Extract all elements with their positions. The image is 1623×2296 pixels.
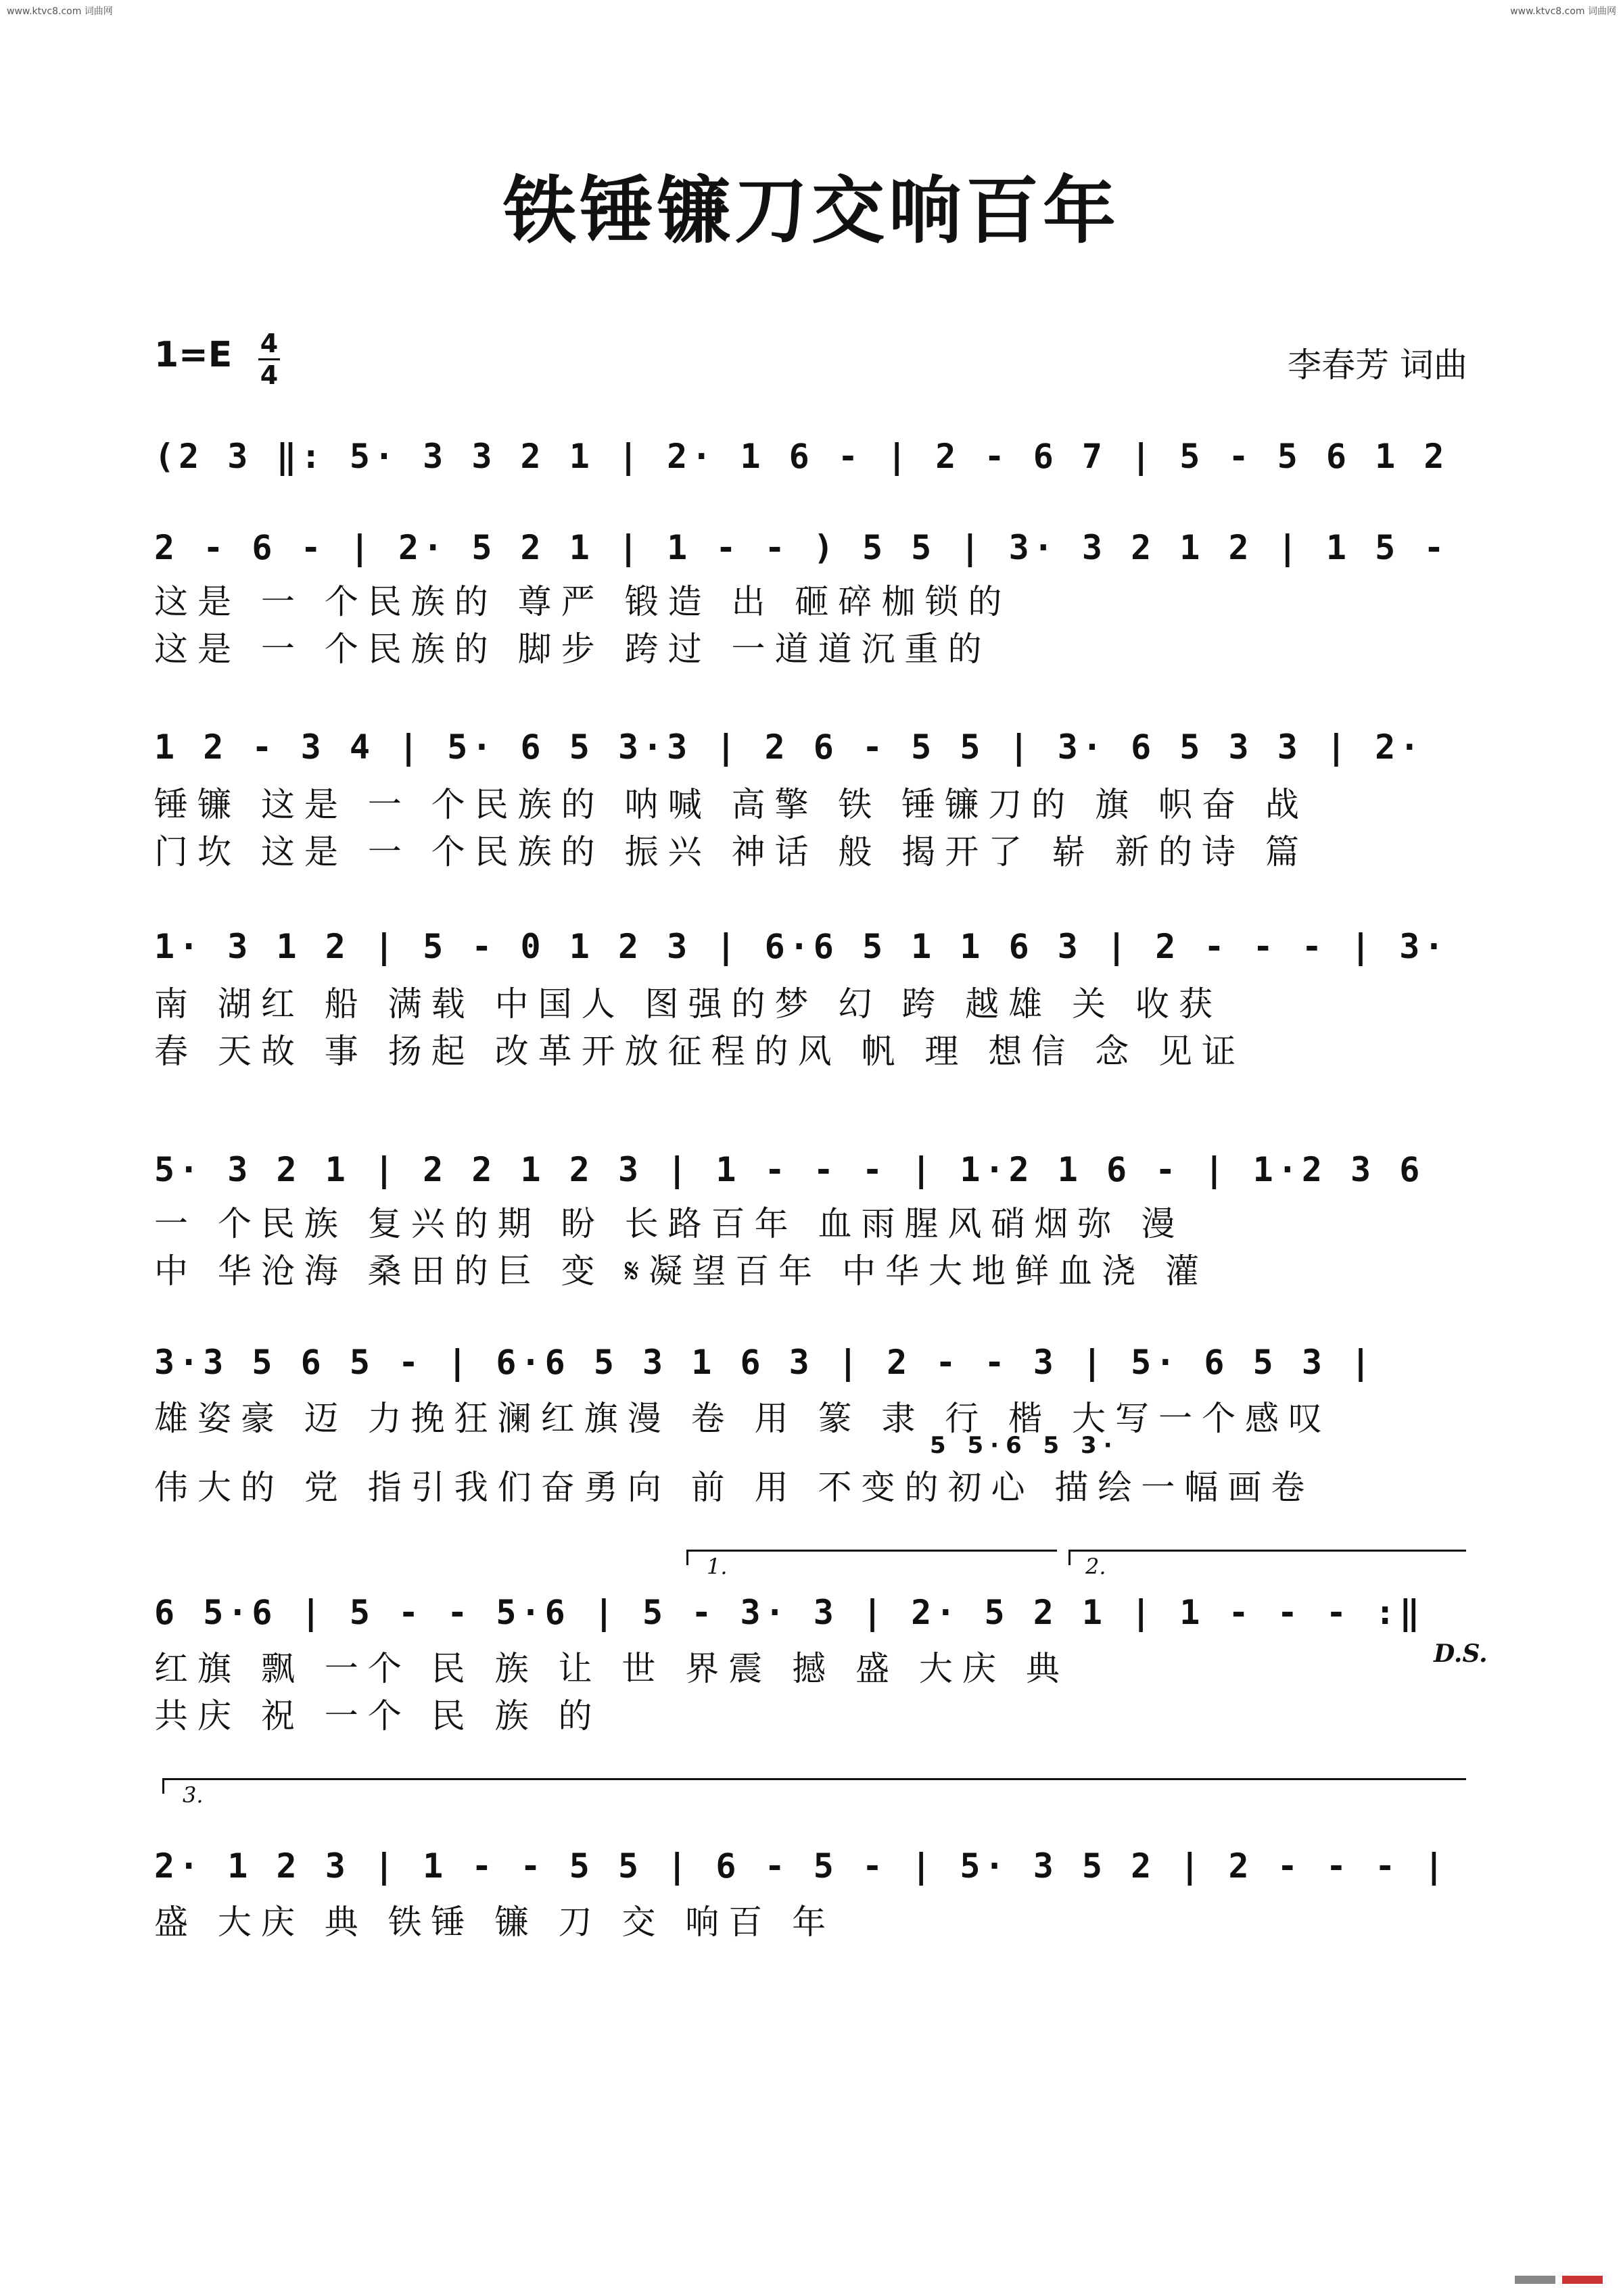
score-row-5: 5· 3 2 1 | 2 2 1 2 3 | 1 - - - | 1·2 1 6 - | 1·2 3 6 bbox=[154, 1150, 1424, 1189]
lyric-row-4-verse-1: 南 湖红 船 满载 中国人 图强的梦 幻 跨 越雄 关 收获 bbox=[154, 984, 1222, 1024]
watermark-right: www.ktvc8.com 词曲网 bbox=[1510, 6, 1616, 17]
score-row-2: 2 - 6 - | 2· 5 2 1 | 1 - - ) 5 5 | 3· 3 2 1 2 | 1 5 - bbox=[154, 528, 1449, 567]
time-signature bbox=[256, 330, 283, 389]
ending-bracket-3 bbox=[162, 1778, 1466, 1794]
lyric-row-6-verse-1: 雄姿豪 迈 力挽狂澜红旗漫 卷 用 篆 隶 行 楷 大写一个感叹 bbox=[154, 1399, 1332, 1438]
watermark-left: www.ktvc8.com 词曲网 bbox=[7, 6, 113, 17]
alternate-notes: 5 5·6 5 3· bbox=[930, 1432, 1119, 1459]
footer-logo-red bbox=[1562, 2276, 1603, 2284]
ending-bracket-2 bbox=[1068, 1550, 1466, 1565]
time-signature-bottom: 4 bbox=[260, 360, 279, 390]
score-row-8: 2· 1 2 3 | 1 - - 5 5 | 6 - 5 - | 5· 3 5 2 | 2 - - - | bbox=[154, 1846, 1449, 1886]
lyric-row-8-verse-1: 盛 大庆 典 铁锤 镰 刀 交 响百 年 bbox=[154, 1903, 836, 1942]
author-credit: 李春芳 词曲 bbox=[1288, 345, 1467, 385]
score-row-3: 1 2 - 3 4 | 5· 6 5 3·3 | 2 6 - 5 5 | 3· 6 5 3 3 | 2· bbox=[154, 727, 1424, 767]
lyric-row-5-verse-1: 一 个民族 复兴的期 盼 长路百年 血雨腥风硝烟弥 漫 bbox=[154, 1204, 1185, 1243]
ending-bracket-1 bbox=[686, 1550, 1057, 1565]
ending-label-3: 3. bbox=[183, 1782, 204, 1808]
lyric-row-5-verse-2: 中 华沧海 桑田的巨 变 𝄋凝望百年 中华大地鲜血浇 灌 bbox=[154, 1251, 1208, 1291]
score-row-6: 3·3 5 6 5 - | 6·6 5 3 1 6 3 | 2 - - 3 | 5· 6 5 3 | bbox=[154, 1343, 1375, 1382]
score-row-4: 1· 3 1 2 | 5 - 0 1 2 3 | 6·6 5 1 1 6 3 | 2 - - - | 3· bbox=[154, 927, 1449, 966]
lyric-row-3-verse-1: 锤镰 这是 一 个民族的 呐喊 高擎 铁 锤镰刀的 旗 帜奋 战 bbox=[154, 785, 1309, 824]
lyric-row-7-verse-2: 共庆 祝 一个 民 族 的 bbox=[154, 1696, 602, 1736]
lyric-row-7-verse-1: 红旗 飘 一个 民 族 让 世 界震 撼 盛 大庆 典 bbox=[154, 1649, 1069, 1688]
lyric-row-3-verse-2: 门坎 这是 一 个民族的 振兴 神话 般 揭开了 崭 新的诗 篇 bbox=[154, 832, 1309, 871]
lyric-row-2-verse-1: 这是 一 个民族的 尊严 锻造 出 砸碎枷锁的 bbox=[154, 582, 1012, 621]
lyric-row-4-verse-2: 春 天故 事 扬起 改革开放征程的风 帆 理 想信 念 见证 bbox=[154, 1032, 1246, 1071]
time-signature-top: 4 bbox=[260, 329, 279, 358]
dal-segno-mark: D.S. bbox=[1434, 1640, 1488, 1668]
lyric-row-2-verse-2: 这是 一 个民族的 脚步 跨过 一道道沉重的 bbox=[154, 629, 991, 669]
ending-label-1: 1. bbox=[707, 1554, 728, 1579]
page-title: 铁锤镰刀交响百年 bbox=[502, 168, 1120, 254]
score-row-1: (2 3 ‖: 5· 3 3 2 1 | 2· 1 6 - | 2 - 6 7 | 5 - 5 6 1 2 bbox=[154, 437, 1449, 476]
footer-logo-gray bbox=[1515, 2276, 1555, 2284]
ending-label-2: 2. bbox=[1085, 1554, 1106, 1579]
score-row-7: 6 5·6 | 5 - - 5·6 | 5 - 3· 3 | 2· 5 2 1 | 1 - - - :‖ bbox=[154, 1593, 1424, 1632]
key-signature: 1=E bbox=[154, 335, 233, 375]
lyric-row-6-verse-2: 伟大的 党 指引我们奋勇向 前 用 不变的初心 描绘一幅画卷 bbox=[154, 1468, 1315, 1507]
